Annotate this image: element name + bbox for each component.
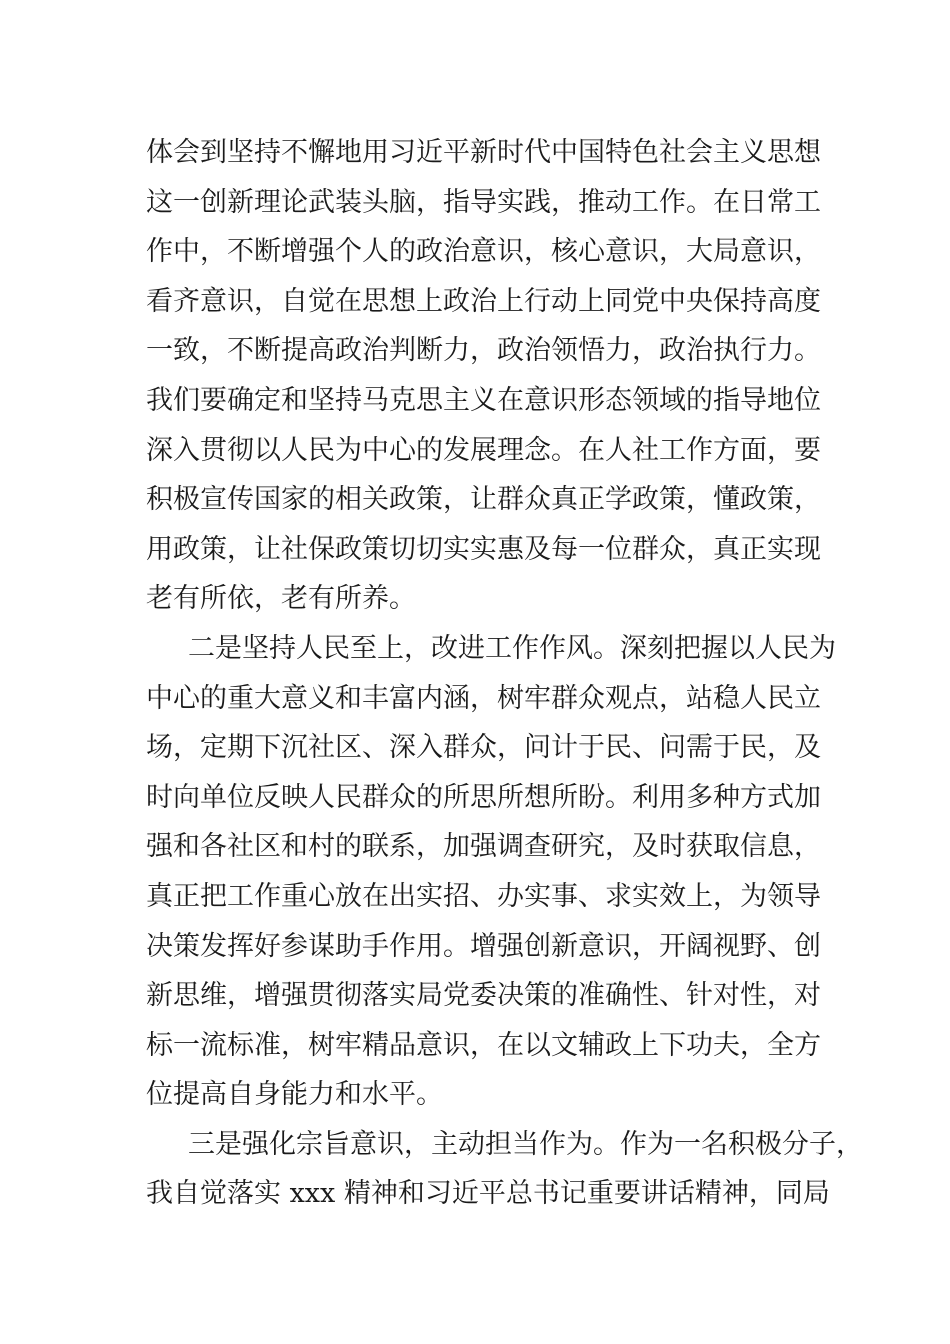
text-line: 强和各社区和村的联系，加强调查研究，及时获取信息， (146, 831, 821, 863)
text-line: 标一流标准，树牢精品意识，在以文辅政上下功夫，全方 (146, 1029, 821, 1061)
text-line: 看齐意识，自觉在思想上政治上行动上同党中央保持高度 (146, 285, 821, 317)
text-line: 这一创新理论武装头脑，指导实践，推动工作。在日常工 (146, 186, 821, 218)
document-body (146, 128, 863, 1219)
text-line: 位提高自身能力和水平。 (146, 1079, 443, 1111)
text-line: 体会到坚持不懈地用习近平新时代中国特色社会主义思想 (146, 137, 821, 168)
text-line: 我自觉落实 xxx 精神和习近平总书记重要讲话精神，同局 (146, 1178, 830, 1210)
text-line: 真正把工作重心放在出实招、办实事、求实效上，为领导 (146, 880, 821, 912)
text-line: 我们要确定和坚持马克思主义在意识形态领域的指导地位 (146, 384, 821, 416)
text-line: 新思维，增强贯彻落实局党委决策的准确性、针对性，对 (146, 980, 821, 1012)
paragraph-start-line: 二是坚持人民至上，改进工作作风。深刻把握以人民为 (188, 632, 836, 664)
text-line: 一致，不断提高政治判断力，政治领悟力，政治执行力。 (146, 335, 821, 367)
text-line: 积极宣传国家的相关政策，让群众真正学政策，懂政策， (146, 484, 821, 516)
text-line: 作中，不断增强个人的政治意识，核心意识，大局意识， (146, 236, 821, 268)
text-line: 用政策，让社保政策切切实实惠及每一位群众，真正实现 (146, 533, 821, 565)
text-line: 决策发挥好参谋助手作用。增强创新意识，开阔视野、创 (146, 930, 821, 962)
text-line: 老有所依，老有所养。 (146, 583, 416, 615)
text-line: 深入贯彻以人民为中心的发展理念。在人社工作方面，要 (146, 434, 821, 466)
text-line: 场，定期下沉社区、深入群众，问计于民、问需于民，及 (146, 732, 821, 764)
paragraph-start-line: 三是强化宗旨意识，主动担当作为。作为一名积极分子， (188, 1128, 863, 1160)
text-line: 中心的重大意义和丰富内涵，树牢群众观点，站稳人民立 (146, 682, 821, 714)
text-line: 时向单位反映人民群众的所思所想所盼。利用多种方式加 (146, 781, 821, 813)
